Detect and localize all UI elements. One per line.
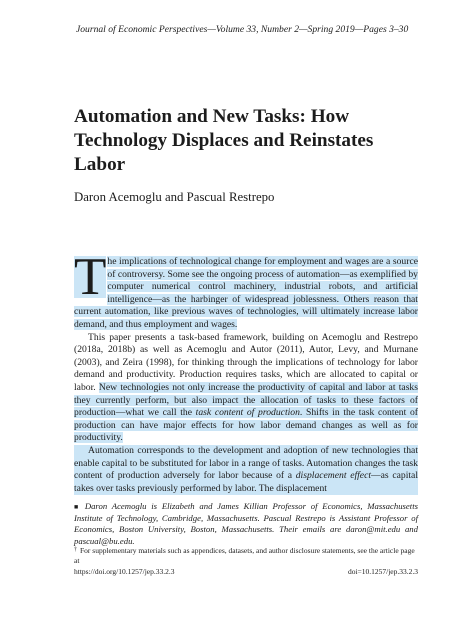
dagger-marker: † — [74, 547, 77, 553]
p2-plain-text: This paper presents a task-based framework, building on Acemoglu and Restrepo (2018a, 2018b) as well as Acemoglu and Autor (2011), Autor, Levy, and Murnane (2003), and Zeira (1998), for thinking through the implications of technology for labor demand and productivity. Production requires tasks, which are allocated to capital or labor. — [74, 331, 418, 393]
title-line-3: Labor — [74, 154, 126, 175]
doi-row — [74, 567, 418, 577]
square-bullet-icon: ■ — [74, 503, 81, 511]
paragraph-2[interactable] — [74, 332, 418, 445]
paragraph-1[interactable] — [74, 248, 418, 332]
article-authors: Daron Acemoglu and Pascual Restrepo — [74, 190, 275, 204]
drop-cap: T — [74, 248, 107, 306]
supplementary-note — [74, 546, 418, 565]
paragraph-3[interactable] — [74, 445, 418, 495]
doi-label: doi=10.1257/jep.33.2.3 — [347, 567, 418, 576]
highlight-p3-emphasis: displacement effect — [295, 470, 372, 482]
journal-citation: Journal of Economic Perspectives—Volume 33, Number 2—Spring 2019—Pages 3–30 — [76, 24, 409, 35]
article-title — [74, 105, 424, 177]
highlight-p2-b: . Shifts in the task content of production can have major effects for how labor demand changes as well as for productivity. — [74, 407, 418, 444]
affiliation-text: Daron Acemoglu is Elizabeth and James Killian Professor of Economics, Massachusetts Institute of Technology, Cambridge, Massachusetts. Pascual Restrepo is Assistant Professor of Economics, Boston University, Boston, Massachusetts. Their emails are daron@mit.edu and pascual@bu.edu. — [74, 501, 418, 546]
author-affiliation-note — [74, 501, 418, 547]
article-url-link[interactable]: https://doi.org/10.1257/jep.33.2.3 — [74, 567, 175, 576]
title-line-1: Automation and New Tasks: How — [74, 106, 350, 127]
supplementary-text: For supplementary materials such as appendices, datasets, and author disclosure statements, see the article page at — [74, 546, 415, 565]
highlight-p2-emphasis: task content of production — [195, 407, 300, 419]
highlight-p2-a: New technologies not only increase the productivity of capital and labor at tasks they currently perform, but also impact the allocation of tasks to these factors of production—what we call the — [74, 381, 418, 419]
highlight-p3-b: —as capital takes over tasks previously performed by labor. The displacement — [74, 470, 418, 494]
article-body — [74, 248, 418, 495]
highlight-p3-a: Automation corresponds to the development and adoption of new technologies that enable capital to be substituted for labor in a range of tasks. Automation changes the task content of production adversely for labor because of a — [74, 444, 418, 482]
title-line-2: Technology Displaces and Reinstates — [74, 130, 374, 151]
highlight-p1: he implications of technological change for employment and wages are a source of controversy. Some see the ongoing process of automation—as exemplified by computer numerical control machinery, industrial robots, and artificial intelligence—as the harbinger of widespread joblessness. Others reason that current automation, like previous waves of technologies, will ultimately increase labor demand, and thus employment and wages. — [74, 256, 418, 330]
